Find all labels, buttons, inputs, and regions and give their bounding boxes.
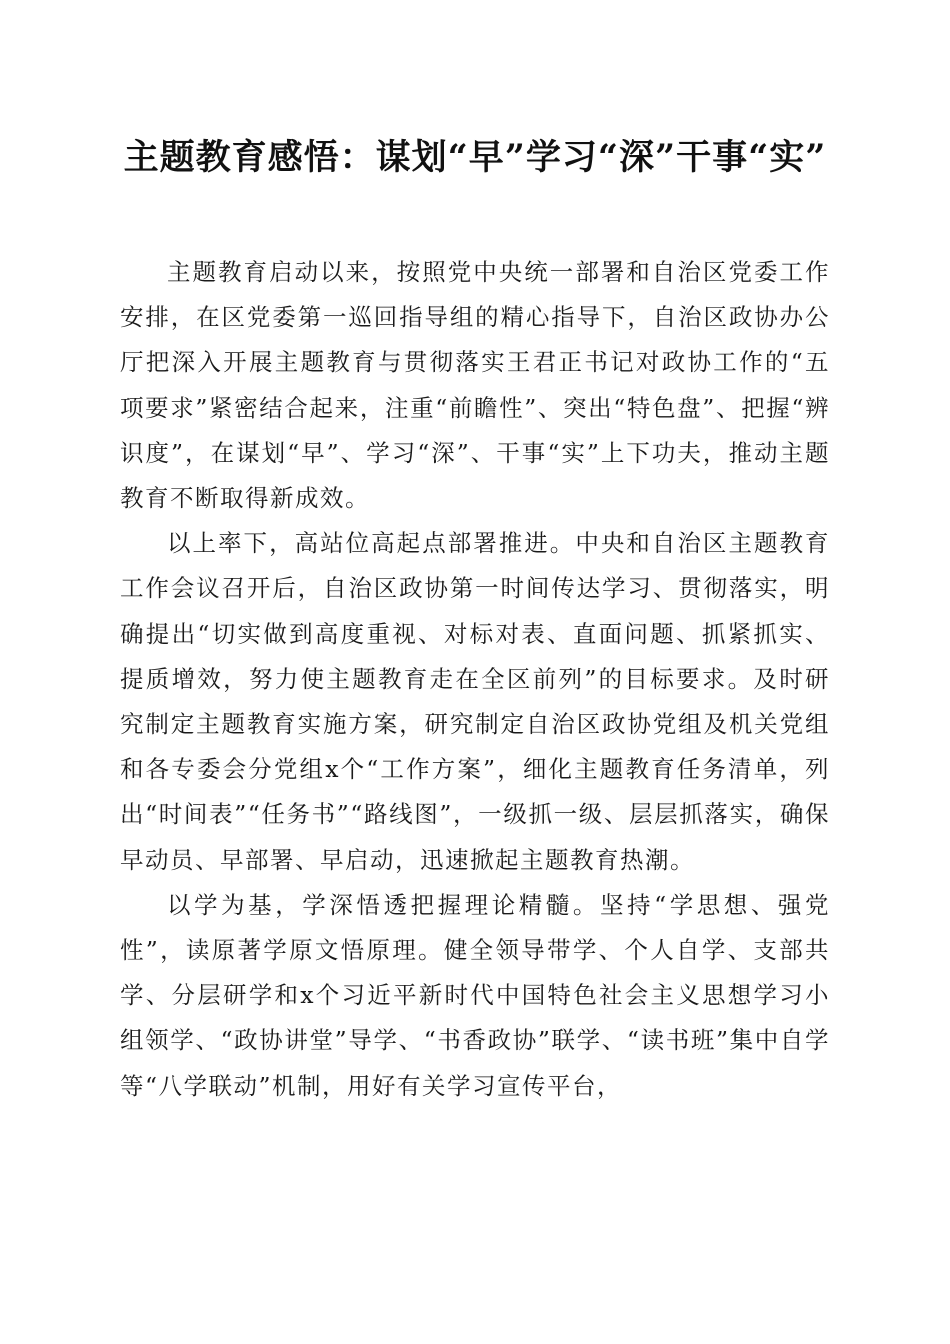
document-body (120, 250, 830, 1109)
paragraph: 主题教育启动以来，按照党中央统一部署和自治区党委工作安排，在区党委第一巡回指导组的精心指导下，自治区政协办公厅把深入开展主题教育与贯彻落实王君正书记对政协工作的“五项要求”紧密结合起来，注重“前瞻性”、突出“特色盘”、把握“辨识度”，在谋划“早”、学习“深”、干事“实”上下功夫，推动主题教育不断取得新成效。 (120, 258, 830, 513)
paragraph: 以上率下，高站位高起点部署推进。中央和自治区主题教育工作会议召开后，自治区政协第一时间传达学习、贯彻落实，明确提出“切实做到高度重视、对标对表、直面问题、抓紧抓实、提质增效，努力使主题教育走在全区前列”的目标要求。及时研究制定主题教育实施方案，研究制定自治区政协党组及机关党组和各专委会分党组x个“工作方案”，细化主题教育任务清单，列出“时间表”“任务书”“路线图”，一级抓一级、层层抓落实，确保早动员、早部署、早启动，迅速掀起主题教育热潮。 (120, 529, 830, 874)
paragraph: 以学为基，学深悟透把握理论精髓。坚持“学思想、强党性”，读原著学原文悟原理。健全领导带学、个人自学、支部共学、分层研学和x个习近平新时代中国特色社会主义思想学习小组领学、“政协讲堂”导学、“书香政协”联学、“读书班”集中自学等“八学联动”机制，用好有关学习宣传平台， (120, 890, 830, 1100)
document-title: 主题教育感悟：谋划“早”学习“深”干事“实” (123, 137, 827, 178)
